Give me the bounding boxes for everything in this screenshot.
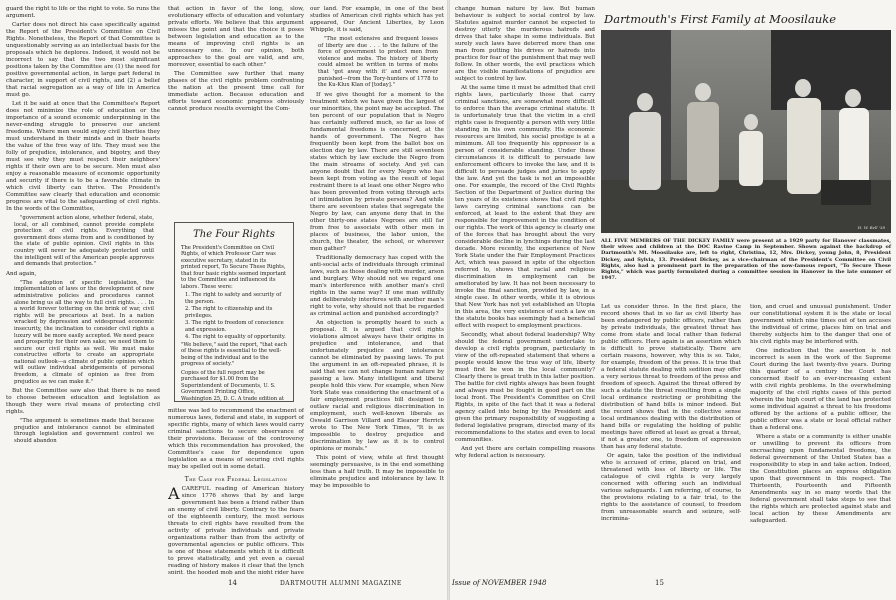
paragraph: The Committee saw further that many phases of the civil rights problem confronting the nation at the present time call for immediate action. Because education and efforts toward economic progress obviously cannot produce results overnight the Com- <box>168 71 304 112</box>
paragraph: Let it be said at once that the Committee's Report does not minimize the role of education or the importance of a sound economic underpinning in the never-ending struggle to preserve our ancient freedoms. Where men would enjoy civil liberties they must understand in their minds and in their hearts the value of the free way of life. They must see the folly of prejudice, intolerance, and bigotry, and they must see why they must respect their neighbors' rights if their own are to be secure. Men must also enjoy a reasonable measure of economic opportunity and security if there is to be a favorable climate in which civil liberty can thrive. The President's Committee saw clearly that education and economic progress are vital to the safeguarding of civil rights. In the words of the Committee, <box>6 101 160 212</box>
box-note: Copies of the full report may be purchased for $1.00 from the Superintendent of Documents, U. S. Government Printing Office, Washington 25, D. C. A trade edition at <box>181 369 284 402</box>
list-item: 3. The right to freedom of conscience and expression. <box>185 320 284 333</box>
right-column-2 <box>601 304 741 574</box>
family-photo <box>601 30 891 233</box>
paragraph: But the Committee saw also that there is no need to choose between education and legislation as though they were rival means of protecting civil rights. <box>6 388 160 416</box>
four-rights-sidebar-box <box>174 222 294 402</box>
box-title: The Four Rights <box>193 229 275 240</box>
box-quote: "We believe," said the report, "that each of these rights is essential to the well-being of the individual and to the progress of society." <box>181 341 287 367</box>
rights-list <box>181 292 287 341</box>
drop-cap: A <box>168 484 180 503</box>
right-column-3 <box>750 304 891 574</box>
paragraph: And again, <box>6 270 37 277</box>
left-column-3 <box>310 6 444 576</box>
photo-credit: H. W. Bell '38 <box>857 225 885 230</box>
right-column-1 <box>455 6 595 576</box>
list-item: 2. The right to citizenship and its privileges. <box>185 306 273 319</box>
paragraph: guard the right to life or the right to vote. So runs the argument. <box>6 6 160 19</box>
paragraph: One indication that the assertion is not incorrect is seen in the work of the Supreme Court during the last twenty-five years. During this quarter of a century the Court has concerned itself to an ever-increasing extent with civil rights problems. In the overwhelming majority of the civil rights cases of this period wherein the high court of the land has protected some individual against a threat to his freedoms offered by the actions of a public officer, the public officer was a state or local official rather than a federal one. <box>750 348 891 431</box>
paragraph: At the same time it must be admitted that civil rights laws, particularly those that carry criminal sanctions, are somewhat more difficult to enforce than the average criminal statute. It is unfortunately true that the victim in a civil rights case is frequently a person with very little standing in his own community. His economic resources are limited, his social prestige is at a minimum. All too frequently his oppressor is a person of considerable standing. Under these circumstances it is difficult to persuade law enforcement officers to invoke the law, and it is difficult to persuade judges and juries to apply the law. And yet the task is not an impossible one. For example, the record of the Civil Rights Section of the Department of Justice during the ten years of its existence shows that civil rights laws carrying criminal sanctions can be enforced, at least to the extent that they are responsible for improvement in the condition of our rights. The work of this agency is clearly one of the forces that has brought about the very considerable decline in lynchings during the last decade. More recently, the experience of New York State under the Fair Employment Practices Act, which was passed in spite of the objection referred to, shows that racial and religious discrimination in employment can be ameliorated by law. It has not been necessary to invoke the final sanction, provided by law, in a single case. In other words, while it is obvious that New York has not yet established an Utopia in this area, the very existence of such a law on the statute books has seemingly had a beneficial effect with respect to employment practices. <box>455 85 595 329</box>
paragraph: Traditionally democracy has coped with the anti-social acts of individuals through criminal laws, such as those dealing with murder, arson and burglary. Why should not we regard one man's interference with another man's civil rights in the same way? If one man willfully and deliberately interferes with another man's right to vote, why should not that be regarded as criminal action and punished accordingly? <box>310 254 444 317</box>
block-quote: "The most extensive and frequent losses of liberty are due . . . to the failure of the force of government to protect men from violence and mobs. The history of liberty could almost be written in terms of mobs that 'got away with it' and were never punished—from the Tory-hunters of 1778 to the Ku-Klux Klan of [today]." <box>318 36 438 89</box>
paragraph: mittee was led to recommend the enactment of numerous laws, federal and state, in support of specific rights, many of which laws would carry criminal sanctions to secure observance of their provisions. Because of the controversy which this recommendation has provoked, the Committee's case for dependence upon legislation as a means of securing civil rights may be spelled out in some detail. <box>168 408 304 470</box>
list-item: 1. The right to safety and security of the person. <box>185 292 282 305</box>
page-number-right: 15 <box>655 579 664 587</box>
page-gutter <box>447 0 450 600</box>
paragraph: This point of view, while at first thought seemingly persuasive, is in the end something less than a half truth. It may be impossible to eliminate prejudice and intolerance by law. It may be impossible to <box>310 454 444 489</box>
paragraph: ACAREFUL reading of American history since 1776 shows that by and large government has been a friend rather than an enemy of civil liberty. Contrary to the fears of the eighteenth century, the most serious threats to civil rights have resulted from the activity of private individuals and private organizations rather than from the activity of governmental agencies or public officers. This is one of those statements which it is difficult to prove statistically, and yet even a casual reading of history makes it clear that the lynch spirit, the hooded mob and the night rider have <box>168 484 304 574</box>
page-number-left: 14 <box>228 579 237 587</box>
block-quote: "government action alone, whether federal, state, local, or all combined, cannot provide complete protection of civil rights. Everything that government does stems from and is conditioned by the state of public opinion. Civil rights in this country will never be adequately protected until the intelligent will of the American people approves and demands that protection." <box>14 215 154 268</box>
paragraph: change human nature by law. But human behaviour is subject to social control by law. Statutes against murder cannot be expected to destroy utterly the murderous hatreds and drives that take shape in some individuals. But surely such laws have deterred more than one man from putting his drives or hatreds into practice for fear of the punishment that may well follow. In other words, the evil practices which are the visible manifestations of prejudice are subject to control by law. <box>455 6 595 82</box>
block-quote: "The adoption of specific legislation, the implementation of laws or the development of new administrative policies and procedures cannot alone bring us all the way to full civil rights. . . . In a world forever tottering on the brink of war, civil rights will be precarious at best. In a nation wracked by depression and widespread economic insecurity, the inclination to consider civil rights a luxury will be more easily accepted. We need peace and prosperity for their own sake; we need them to secure our civil rights as well. We must make constructive efforts to create an appropriate national outlook—a climate of public opinion which will outlaw individual abridgements of personal freedom, a climate of opinion as free from prejudice as we can make it." <box>14 279 154 385</box>
magazine-name-footer: DARTMOUTH ALUMNI MAGAZINE <box>280 580 402 587</box>
family-photo-illustration <box>601 30 891 233</box>
section-subhead: The Case for Federal Legislation <box>184 476 288 483</box>
left-column-2-lower <box>168 408 304 574</box>
paragraph: Carter does not direct his case specifically against the Report of the President's Committee on Civil Rights. Nonetheless, the Report of that Committee is unquestionably serving as an intellectual basis for the proposals which he deplores. Indeed, it would not be incorrect to say that the two most significant positions taken by the Committee are (1) the need for positive governmental action, in large part federal in character, in support of civil rights, and (2) a belief that racial segregation as a way of life in America must go. <box>6 22 160 98</box>
paragraph: our land. For example, in one of the best studies of American civil rights which has yet appeared, Our Ancient Liberties, by Leon Whipple, it is said, <box>310 6 444 33</box>
list-item: 4. The right to equality of opportunity. <box>185 334 286 340</box>
paragraph: Secondly, what about federal leadership? Why should the federal government undertake to develop a civil rights program, particularly in view of the oft-repeated statement that where a people would know the true way of life, liberty must first be won in the local community? Clearly there is great truth in this latter position. The battle for civil rights always has been fought and always must be fought in good part on the local front. The President's Committee on Civil Rights, in spite of the fact that it was a federal agency called into being by the President and given the primary responsibility of suggesting a federal legislative program, directed many of its recommendations to the states and even to local communities. <box>455 332 595 443</box>
photo-headline: Dartmouth's First Family at Moosilauke <box>604 12 837 26</box>
block-quote: "The argument is sometimes made that because prejudice and intolerance cannot be eliminated through legislation and government control we should abandon <box>14 418 154 445</box>
paragraph: If we give thought for a moment to the treatment which we have given the largest of our minorities, the point may be accepted. The ten percent of our population that is Negro has certainly suffered much, so far as loss of fundamental freedoms is concerned, at the hands of government. The Negro has frequently been kept from the ballot box on election day by law. There are still seventeen states which by law exclude the Negro from the main streams of society. And yet can anyone doubt that for every Negro who has been kept from voting as the result of legal restraint there is at least one other Negro who has been prevented from voting through acts of intimidation by private persons? And while there are seventeen states that segregate the Negro by law, can anyone deny that in the other thirty-one states Negroes are still far from free to associate with other men in places of business, the labor union, the church, the theater, the school, or wherever men gather? <box>310 91 444 252</box>
paragraph: that action in favor of the long, slow, evolutionary effects of education and voluntary private efforts. We believe that this argument misses the point and that the choice it poses between legislation and education as to the means of improving civil rights is an unnecessary one. In our opinion, both approaches to the goal are valid, and are, moreover, essential to each other." <box>168 6 304 68</box>
paragraph: And yet there are certain compelling reasons why federal action is necessary. <box>455 446 595 459</box>
paragraph: tion, and cruel and unusual punishment. Under our constitutional system it is the state or local government which nine times out of ten accuses the individual of crime, places him on trial and thereby subjects him to the danger that one of his civil rights may be interfered with. <box>750 304 891 345</box>
left-column-1 <box>6 6 160 576</box>
paragraph: Let us consider three. In the first place, the record shows that in so far as civil liberty has been endangered by public officers, rather than by private individuals, the greatest threat has come from state and local rather than federal public officers. Here again is an assertion which is difficult to prove statistically. There are certain reasons, however, why this is so. Take, for example, freedom of the press. It is true that a federal statute dealing with sedition may offer a very serious threat to freedom of the press and freedom of speech. Against the threat offered by such a statute the threat resulting from a single local ordinance restricting or prohibiting the distribution of hand bills is minor indeed. But the record shows that in the collective sense local ordinances dealing with the distribution of hand bills or regulating the holding of public meetings have offered at least as great a threat, if not a greater one, to freedom of expression than has any federal statute. <box>601 304 741 450</box>
photo-caption: ALL FIVE MEMBERS OF THE DICKEY FAMILY were present at a 1929 party for Hanover classmates, their wives and children at the DOC Ravine Camp in September. Shown against the backdrop of Dartmouth's Mt. Moosilauke are, left to right, Christina, 12, Mrs. Dickey, young John, 8, President Dickey, and Sylvia, 13. President Dickey, as a vice-chairman of the President's Committee on Civil Rights, also had a prominent part in the preparation of the now-famous report, "To Secure These Rights," which was partly formulated during a committee session in Hanover in the late summer of 1947. <box>601 238 891 282</box>
box-intro: The President's Committee on Civil Rights, of which Professor Carr was executive secretary, stated in its printed report, To Secure These Rights, that four basic rights seemed important to the Committee and influenced its labors. These were: <box>181 244 287 290</box>
paragraph: Where a state or a community is either unable or unwilling to prevent its officers from encroaching upon fundamental freedoms, the federal government of the United States has a responsibility to step in and take action. Indeed, the Constitution places an express obligation upon that government in this respect. The Thirteenth, Fourteenth and Fifteenth Amendments say in so many words that the federal government shall take steps to see that the rights which are protected against state and local action by these Amendments are safeguarded. <box>750 434 891 524</box>
issue-date-footer: Issue of NOVEMBER 1948 <box>452 579 547 587</box>
paragraph: An objection is promptly heard to such a proposal. It is argued that civil rights violations almost always have their origins in prejudice and intolerance, and that unfortunately prejudice and intolerance cannot be eliminated by passing laws. To put the argument in an oft-repeated phrase, it is said that we can not change human nature by passing a law. Many intelligent and liberal people hold this view. For example, when New York State was considering the enactment of a fair employment practices bill designed to outlaw racial and religious discrimination in employment, such well-known liberals as Oswald Garrison Villard and Eleanor Herrick wrote to The New York Times, "It is as impossible to destroy prejudice and discrimination by law as it is to control opinions or morals." <box>310 319 444 452</box>
left-column-2 <box>168 6 304 220</box>
paragraph: Or again, take the position of the individual who is accused of crime, placed on trial, and threatened with loss of liberty or life. The catalogue of civil rights is very largely concerned with offering such an individual various safeguards. I am referring, of course, to the provisions relating to a fair trial, to the rights to the assistance of counsel, to freedom from unreasonable search and seizure, self-incrimina- <box>601 453 741 522</box>
